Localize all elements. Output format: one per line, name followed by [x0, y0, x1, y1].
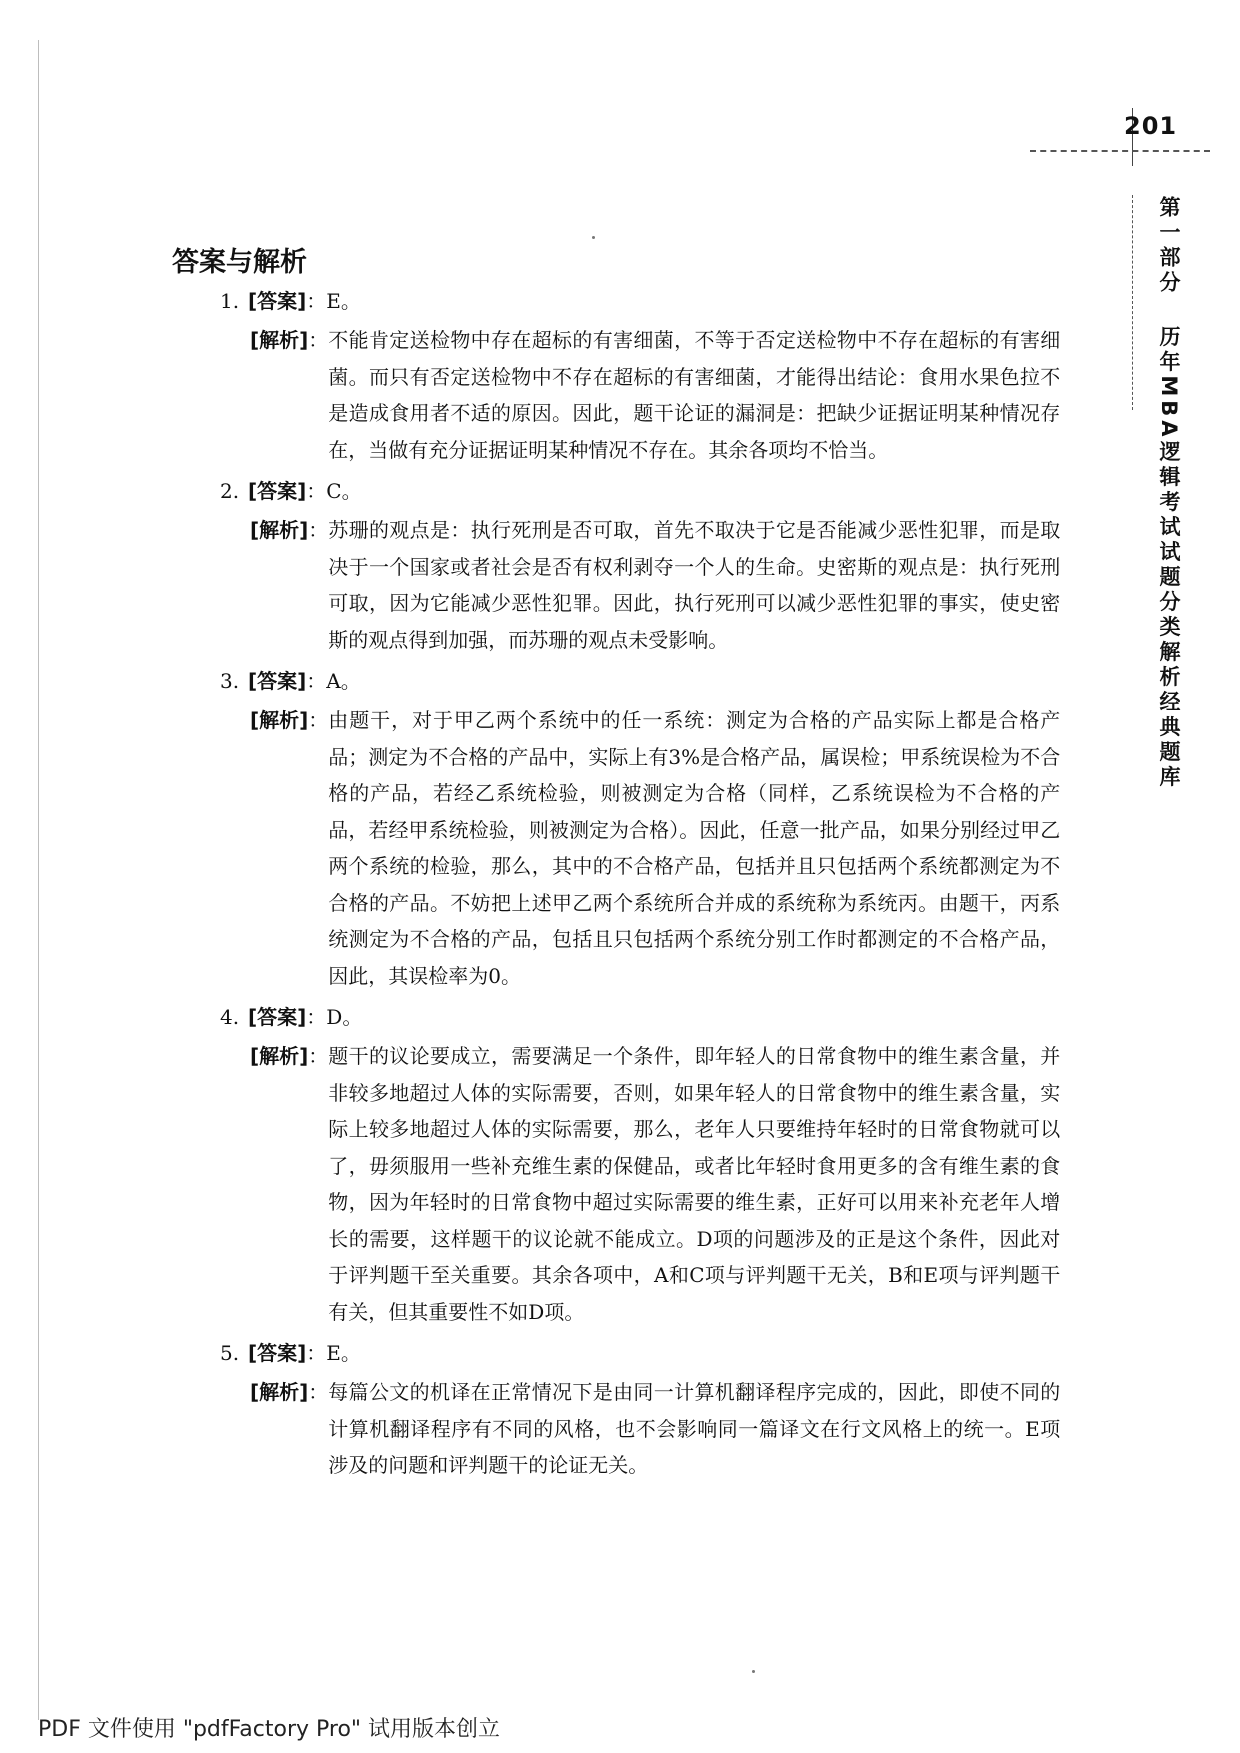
- answer-label: [答案]: [248, 1005, 307, 1029]
- analysis-label: [解析]: [250, 1044, 309, 1068]
- analysis-label: [解析]: [250, 328, 309, 352]
- header-rule: [1030, 150, 1210, 152]
- sidebar-rule: [1132, 195, 1134, 410]
- analysis-text: 由题干，对于甲乙两个系统中的任一系统：测定为合格的产品实际上都是合格产品；测定为不合格的产品中，实际上有3%是合格产品，属误检；甲系统误检为不合格的产品，若经乙系统检验，则被测定为合格（同样，乙系统误检为不合格的产品，若经甲系统检验，则被测定为合格）。因此，任意一批产品，如果分别经过甲乙两个系统的检验，那么，其中的不合格产品，包括并且只包括两个系统都测定为不合格的产品。不妨把上述甲乙两个系统所合并成的系统称为系统丙。由题干，丙系统测定为不合格的产品，包括且只包括两个系统分别工作时都测定的不合格产品，因此，其误检率为0。: [328, 708, 1061, 988]
- sidebar-part-label: 第一部分: [1157, 196, 1181, 296]
- analysis-text: 每篇公文的机译在正常情况下是由同一计算机翻译程序完成的，因此，即使不同的计算机翻译程序有不同的风格，也不会影响同一篇译文在行文风格上的统一。E项涉及的问题和评判题干的论证无关。: [328, 1380, 1061, 1477]
- analysis-text: 题干的议论要成立，需要满足一个条件，即年轻人的日常食物中的维生素含量，并非较多地超过人体的实际需要，否则，如果年轻人的日常食物中的维生素含量，实际上较多地超过人体的实际需要，那么，老年人只要维持年轻时的日常食物就可以了，毋须服用一些补充维生素的保健品，或者比年轻时食用更多的含有维生素的食物，因为年轻时的日常食物中超过实际需要的维生素，正好可以用来补充老年人增长的需要，这样题干的议论就不能成立。D项的问题涉及的正是这个条件，因此对于评判题干至关重要。其余各项中，A和C项与评判题干无关，B和E项与评判题干有关，但其重要性不如D项。: [328, 1044, 1061, 1324]
- page-number: 201: [1124, 112, 1178, 140]
- answer-value: E。: [326, 1341, 361, 1365]
- analysis-block: [250, 512, 1080, 658]
- answer-line: 4. [答案]：D。: [220, 1002, 1080, 1032]
- analysis-text: 苏珊的观点是：执行死刑是否可取，首先不取决于它是否能减少恶性犯罪，而是取决于一个国家或者社会是否有权利剥夺一个人的生命。史密斯的观点是：执行死刑可取，因为它能减少恶性犯罪。因此，执行死刑可以减少恶性犯罪的事实，使史密斯的观点得到加强，而苏珊的观点未受影响。: [328, 518, 1061, 652]
- item-number: 1.: [220, 289, 240, 313]
- sidebar-running-title: [1152, 196, 1186, 790]
- analysis-label: [解析]: [250, 518, 309, 542]
- answer-value: A。: [326, 669, 361, 693]
- answer-item-1: [220, 286, 1080, 468]
- pdf-watermark-note: PDF 文件使用 "pdfFactory Pro" 试用版本创立: [38, 1717, 501, 1742]
- scan-speck: [592, 236, 595, 239]
- answer-label: [答案]: [248, 1341, 307, 1365]
- item-number: 5.: [220, 1341, 240, 1365]
- answer-label: [答案]: [248, 669, 307, 693]
- answer-item-4: [220, 1002, 1080, 1330]
- answer-label: [答案]: [248, 289, 307, 313]
- answer-line: 5. [答案]：E。: [220, 1338, 1080, 1368]
- answer-item-5: [220, 1338, 1080, 1484]
- answer-line: 3. [答案]：A。: [220, 666, 1080, 696]
- analysis-label-wrap: [解析]：: [250, 1044, 329, 1068]
- item-number: 3.: [220, 669, 240, 693]
- scan-speck: [752, 1670, 755, 1673]
- item-number: 2.: [220, 479, 240, 503]
- sidebar-book-title: 历年MBA逻辑考试试题分类解析经典题库: [1157, 325, 1181, 791]
- analysis-label: [解析]: [250, 1380, 309, 1404]
- analysis-block: [250, 1038, 1080, 1330]
- analysis-block: [250, 1374, 1080, 1484]
- answer-item-2: [220, 476, 1080, 658]
- answer-value: D。: [326, 1005, 363, 1029]
- analysis-block: [250, 322, 1080, 468]
- answer-line: 2. [答案]：C。: [220, 476, 1080, 506]
- analysis-label-wrap: [解析]：: [250, 518, 329, 542]
- analysis-block: [250, 702, 1080, 994]
- analysis-label-wrap: [解析]：: [250, 328, 329, 352]
- answer-item-3: [220, 666, 1080, 994]
- left-margin-rule: [38, 40, 39, 1720]
- analysis-label: [解析]: [250, 708, 309, 732]
- answer-value: C。: [326, 479, 362, 503]
- answer-list: [220, 286, 1080, 1492]
- section-title: 答案与解析: [172, 247, 307, 278]
- item-number: 4.: [220, 1005, 240, 1029]
- analysis-text: 不能肯定送检物中存在超标的有害细菌，不等于否定送检物中不存在超标的有害细菌。而只有否定送检物中不存在超标的有害细菌，才能得出结论：食用水果色拉不是造成食用者不适的原因。因此，题干论证的漏洞是：把缺少证据证明某种情况存在，当做有充分证据证明某种情况不存在。其余各项均不恰当。: [328, 328, 1061, 462]
- analysis-label-wrap: [解析]：: [250, 1380, 329, 1404]
- answer-value: E。: [326, 289, 361, 313]
- answer-label: [答案]: [248, 479, 307, 503]
- analysis-label-wrap: [解析]：: [250, 708, 329, 732]
- answer-line: 1. [答案]：E。: [220, 286, 1080, 316]
